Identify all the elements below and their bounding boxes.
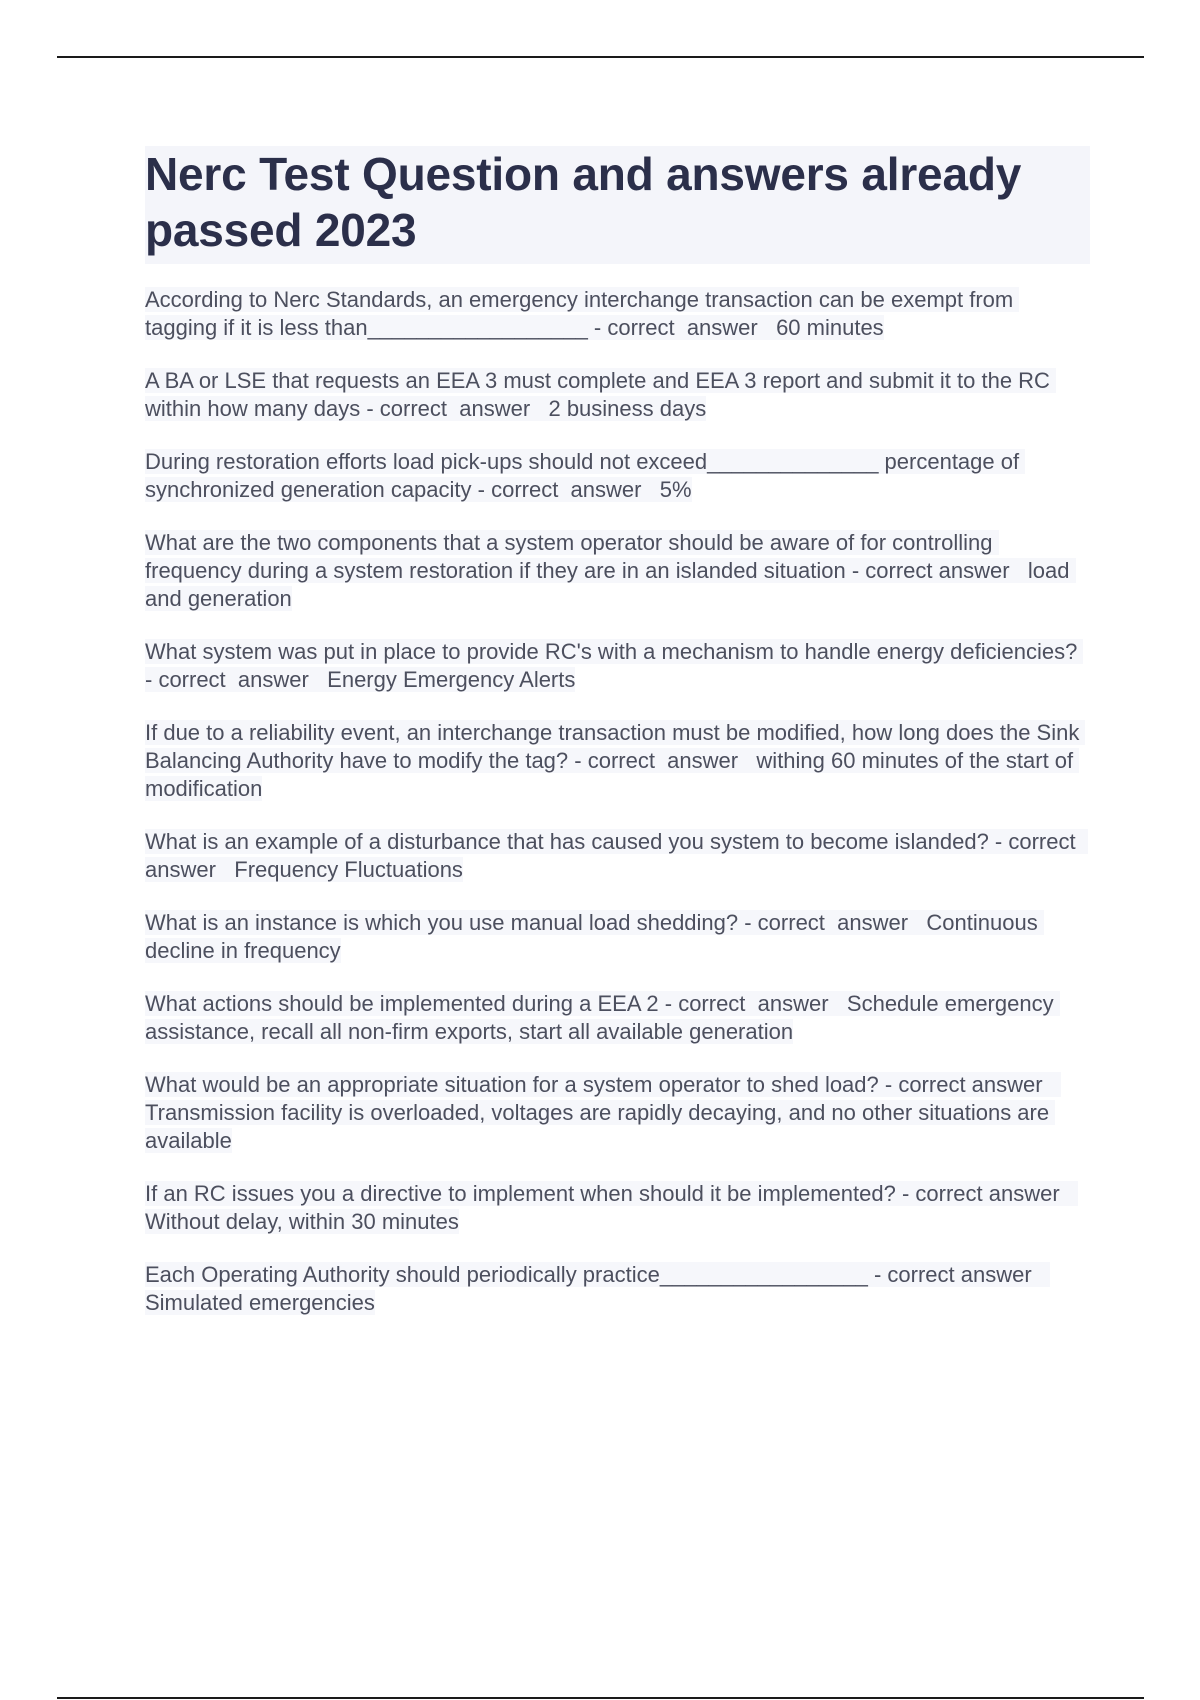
qa-item: Each Operating Authority should periodically practice_________________ - correct answer Simulated emergencies (145, 1262, 1051, 1315)
qa-item: During restoration efforts load pick-ups should not exceed______________ percentage of synchronized generation capacity - correct answer 5% (145, 449, 1026, 502)
bottom-rule (57, 1697, 1144, 1699)
qa-item: According to Nerc Standards, an emergency interchange transaction can be exempt from tagging if it is less than__________________ - correct answer 60 minutes (145, 287, 1020, 340)
qa-item: What is an instance is which you use manual load shedding? - correct answer Continuous decline in frequency (145, 910, 1044, 963)
qa-item: If an RC issues you a directive to implement when should it be implemented? - correct answer Without delay, within 30 minutes (145, 1181, 1078, 1234)
top-rule (57, 56, 1144, 58)
qa-item: What are the two components that a system operator should be aware of for controlling frequency during a system restoration if they are in an islanded situation - correct answer load and generation (145, 530, 1076, 611)
qa-item: What would be an appropriate situation for a system operator to shed load? - correct answer Transmission facility is overloaded, voltages are rapidly decaying, and no other situations are available (145, 1072, 1061, 1153)
qa-item: A BA or LSE that requests an EEA 3 must complete and EEA 3 report and submit it to the RC within how many days - correct answer 2 business days (145, 368, 1057, 421)
qa-item: If due to a reliability event, an interchange transaction must be modified, how long does the Sink Balancing Authority have to modify the tag? - correct answer withing 60 minutes of the start of modification (145, 720, 1086, 801)
qa-item: What actions should be implemented during a EEA 2 - correct answer Schedule emergency assistance, recall all non-firm exports, start all available generation (145, 991, 1060, 1044)
qa-item: What is an example of a disturbance that has caused you system to become islanded? - correct answer Frequency Fluctuations (145, 829, 1088, 882)
qa-item: What system was put in place to provide RC's with a mechanism to handle energy deficiencies? - correct answer Energy Emergency Alerts (145, 639, 1084, 692)
document-body (145, 146, 1090, 1342)
document-title: Nerc Test Question and answers already passed 2023 (145, 146, 1090, 264)
